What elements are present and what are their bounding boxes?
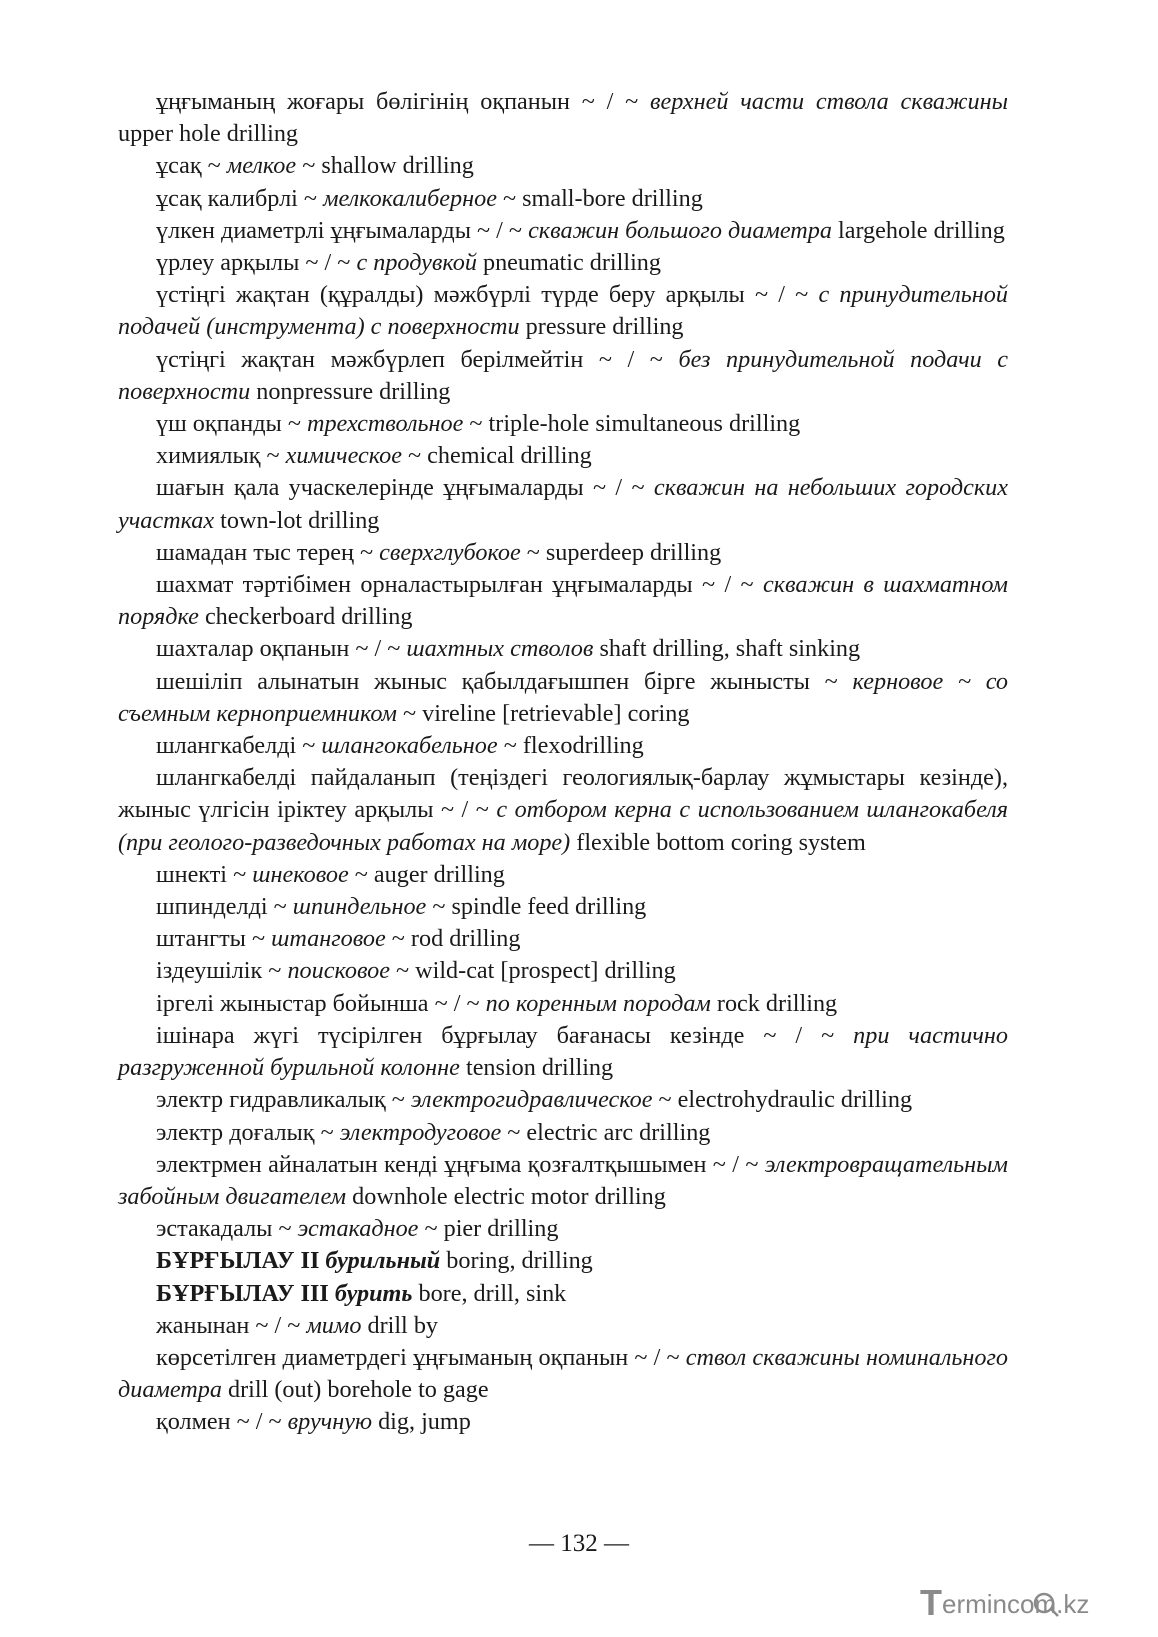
main-english-term: checkerboard drilling [198,603,413,631]
main-english-term: upper hole drilling [118,120,299,148]
main-russian-term: при частично разгруженной бурильной колонне [118,1021,1008,1082]
main-russian-term: керновое ~ со съемным керноприемником [118,667,1008,727]
main-kazakh-term: ұсақ калибрлі ~ [156,184,324,212]
main-kazakh-term: шамадан тыс терең ~ [156,538,380,566]
watermark-text: ermincom.kz [942,1589,1090,1619]
main-entry [118,183,1008,215]
main-entry [118,1213,1008,1245]
main-entry [118,440,1008,472]
main-entry [118,923,1008,955]
main-russian-term: шахтных стволов [406,635,594,663]
termincom-watermark [918,1573,1140,1629]
main-kazakh-term: электр доғалық ~ [156,1118,340,1146]
sub-entry [118,1310,1008,1342]
headword-kazakh-term: БҰРҒЫЛАУ II [156,1247,326,1275]
main-kazakh-term: шешіліп алынатын жыныс қабылдағышпен бірге жынысты ~ [156,667,853,695]
main-english-term: ~ electric arc drilling [501,1118,711,1146]
sub-english-term: drill (out) borehole to gage [221,1376,489,1404]
main-kazakh-term: электрмен айналатын кенді ұңғыма қозғалтқышымен ~ / ~ [156,1150,765,1178]
main-russian-term: сверхглубокое [379,538,521,566]
main-entry [118,472,1008,536]
main-entry [118,1084,1008,1116]
main-english-term: ~ auger drilling [348,860,505,888]
main-kazakh-term: шлангкабелді ~ [156,732,322,760]
main-english-term: ~ shallow drilling [296,152,474,180]
main-entry [118,247,1008,279]
headword-entry [118,1245,1008,1277]
main-english-term: ~ electrohydraulic drilling [652,1086,913,1114]
main-kazakh-term: эстакадалы ~ [156,1215,298,1243]
main-kazakh-term: үрлеу арқылы ~ / ~ [156,249,357,277]
main-kazakh-term: химиялық ~ [156,442,286,470]
main-entry [118,569,1008,633]
main-russian-term: по коренным породам [485,989,711,1017]
main-russian-term: шлангокабельное [321,732,498,760]
main-kazakh-term: электр гидравликалық ~ [156,1086,411,1114]
main-english-term: rock drilling [710,989,838,1017]
main-russian-term: с продувкой [356,249,477,277]
main-entry [118,762,1008,859]
main-english-term: largehole drilling [831,216,1005,244]
main-english-term: ~ superdeep drilling [520,538,722,566]
main-entry [118,1117,1008,1149]
main-entry [118,633,1008,665]
main-entry [118,730,1008,762]
main-kazakh-term: ұсақ ~ [156,152,227,180]
main-english-term: ~ triple-hole simultaneous drilling [463,410,801,438]
main-english-term: ~ rod drilling [385,925,521,953]
main-russian-term: штанговое [271,925,386,953]
page-number: — 132 — [529,1530,629,1557]
main-russian-term: химическое [285,442,402,470]
main-kazakh-term: үстіңгі жақтан (құралды) мәжбүрлі түрде беру арқылы ~ / ~ [156,281,819,309]
sub-entry [118,1342,1008,1406]
main-english-term: flexible bottom coring system [570,828,866,856]
main-entry [118,859,1008,891]
sub-kazakh-term: көрсетілген диаметрдегі ұңғыманың оқпанын ~ / ~ [156,1343,686,1371]
main-entry [118,955,1008,987]
sub-kazakh-term: қолмен ~ / ~ [156,1408,288,1436]
main-entry [118,1149,1008,1213]
main-kazakh-term: шнекті ~ [156,860,253,888]
sub-kazakh-term: жанынан ~ / ~ [156,1311,307,1339]
headword-entry [118,1278,1008,1310]
main-russian-term: скважин на небольших городских участках [118,474,1008,534]
main-english-term: pneumatic drilling [476,249,661,277]
main-english-term: ~ wild-cat [prospect] drilling [389,957,676,985]
main-russian-term: шпиндельное [292,893,427,921]
main-kazakh-term: шпинделді ~ [156,893,293,921]
main-russian-term: электровращательным забойным двигателем [118,1150,1008,1210]
main-kazakh-term: шахмат тәртібімен орналастырылған ұңғымаларды ~ / ~ [156,571,763,599]
headword-russian-term: бурить [334,1279,413,1307]
sub-entry [118,1406,1008,1438]
headword-list [118,1245,1008,1309]
main-entry [118,408,1008,440]
entry-list [118,86,1008,1245]
main-english-term: pressure drilling [519,313,684,341]
main-russian-term: электродуговое [339,1118,502,1146]
main-kazakh-term: үш оқпанды ~ [156,410,307,438]
main-english-term: shaft drilling, shaft sinking [593,635,861,663]
sub-russian-term: ствол скважины номинального диаметра [118,1343,1008,1404]
main-entry [118,988,1008,1020]
main-kazakh-term: іргелі жыныстар бойынша ~ / ~ [156,989,486,1017]
main-entry [118,215,1008,247]
sub-english-term: dig, jump [372,1408,471,1436]
main-russian-term: эстакадное [297,1215,419,1243]
main-russian-term: с отбором керна с использованием шлангокабеля (при геолого-разведочных работах на море) [118,796,1008,856]
main-russian-term: верхней части ствола скважины [650,88,1008,115]
main-kazakh-term: үстіңгі жақтан мәжбүрлеп берілмейтін ~ / ~ [156,345,679,373]
main-kazakh-term: іздеушілік ~ [156,957,288,985]
sub-russian-term: вручную [287,1408,373,1436]
main-english-term: nonpressure drilling [250,377,451,405]
headword-english-term: bore, drill, sink [412,1279,567,1307]
main-english-term: tension drilling [459,1054,614,1082]
sub-russian-term: мимо [306,1311,362,1339]
main-english-term: ~ small-bore drilling [496,184,703,212]
main-russian-term: без принудительной подачи с поверхности [118,345,1008,405]
main-entry [118,666,1008,730]
main-russian-term: мелкокалиберное [323,184,497,212]
headword-kazakh-term: БҰРҒЫЛАУ III [156,1279,335,1307]
main-entry [118,279,1008,343]
main-english-term: ~ vireline [retrievable] coring [396,699,690,727]
main-russian-term: скважин большого диаметра [528,216,832,244]
main-english-term: ~ chemical drilling [401,442,592,470]
main-english-term: downhole electric motor drilling [346,1182,666,1210]
headword-english-term: boring, drilling [440,1247,593,1275]
main-entry [118,86,1008,150]
main-russian-term: шнековое [252,860,349,888]
main-entry [118,1020,1008,1084]
main-english-term: town-lot drilling [214,506,380,534]
main-english-term: ~ pier drilling [418,1215,559,1243]
main-entry [118,891,1008,923]
main-english-term: ~ flexodrilling [497,732,644,760]
main-kazakh-term: шахталар оқпанын ~ / ~ [156,635,407,663]
main-entry [118,344,1008,408]
main-russian-term: поисковое [287,957,390,985]
dictionary-entries [118,86,1008,1439]
main-english-term: ~ spindle feed drilling [426,893,647,921]
main-russian-term: мелкое [226,152,297,180]
main-entry [118,150,1008,182]
main-russian-term: с принудительной подачей (инструмента) с поверхности [118,281,1008,341]
main-kazakh-term: шлангкабелді пайдаланып (теңіздегі геологиялық-барлау жұмыстары кезінде), жыныс үлгісін іріктеу арқылы ~ / ~ [118,764,1008,824]
main-kazakh-term: үлкен диаметрлі ұңғымаларды ~ / ~ [156,216,529,244]
main-entry [118,537,1008,569]
main-russian-term: трехствольное [306,410,464,438]
headword-russian-term: бурильный [325,1247,441,1275]
sub-entry-list [118,1310,1008,1439]
main-kazakh-term: ішінара жүгі түсірілген бұрғылау бағанасы кезінде ~ / ~ [156,1021,854,1049]
main-kazakh-term: штангты ~ [156,925,272,953]
watermark-letter-t: T [920,1582,942,1623]
main-russian-term: скважин в шахматном порядке [118,571,1008,631]
sub-english-term: drill by [361,1311,439,1339]
main-russian-term: электрогидравлическое [410,1086,653,1114]
main-kazakh-term: шағын қала учаскелерінде ұңғымаларды ~ / ~ [156,474,654,502]
main-kazakh-term: ұңғыманың жоғары бөлігінің оқпанын ~ / ~ [156,88,650,115]
